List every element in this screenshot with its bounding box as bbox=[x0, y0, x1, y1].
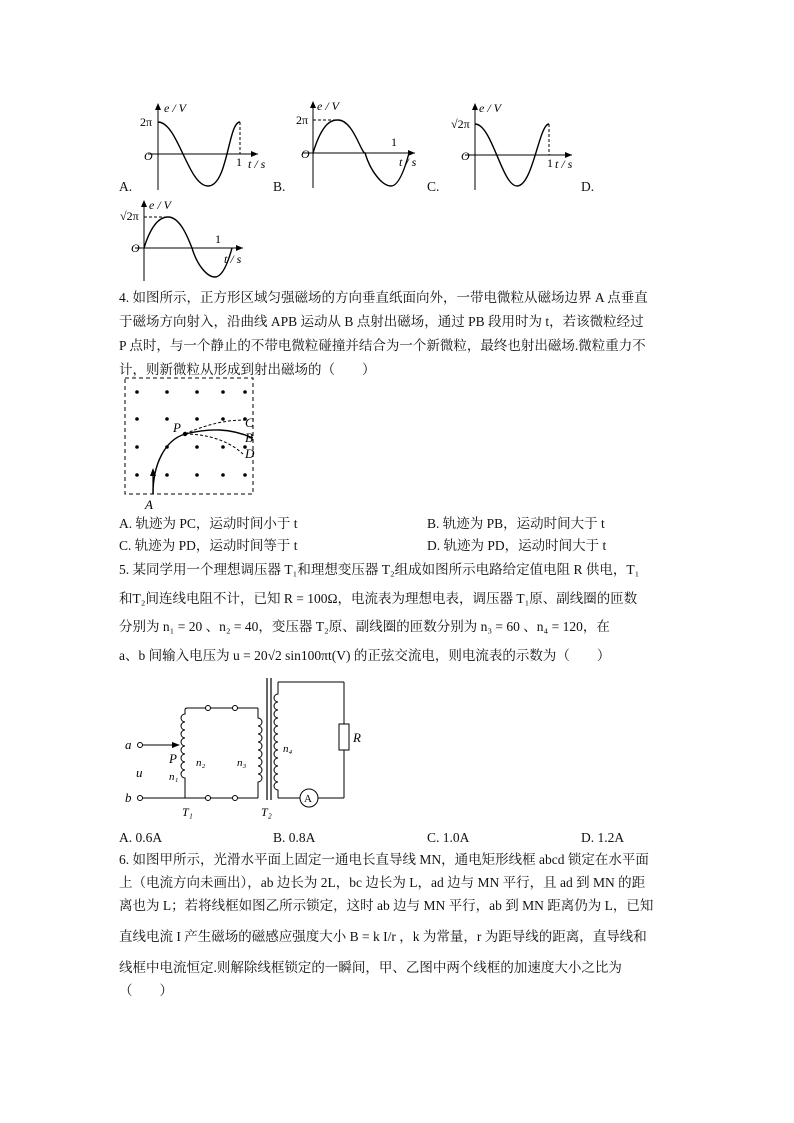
origin-label: O bbox=[461, 149, 470, 163]
q4-line-3: P 点时，与一个静止的不带电微粒碰撞并结合为一个新微粒，最终也射出磁场.微粒重力不 bbox=[119, 338, 646, 353]
q5-option-c: C. 1.0A bbox=[427, 830, 470, 845]
option-c-label: C. bbox=[427, 179, 440, 194]
q5-option-d: D. 1.2A bbox=[581, 830, 625, 845]
tlabel: t / s bbox=[399, 155, 417, 169]
label-u: u bbox=[136, 765, 143, 780]
t-end-label: 1 bbox=[236, 155, 242, 169]
label-C: C bbox=[245, 415, 254, 430]
q4-magnetic-field-figure bbox=[115, 372, 265, 512]
label-T2: T₂ bbox=[261, 805, 272, 819]
q3-graph-c bbox=[447, 100, 597, 198]
option-a-label: A. bbox=[119, 179, 133, 194]
label-n2: n₂ bbox=[196, 757, 206, 769]
label-R: R bbox=[353, 730, 361, 745]
t-end-label: 1 bbox=[391, 135, 397, 149]
tlabel: t / s bbox=[555, 157, 573, 171]
q4-option-d: D. 轨迹为 PD，运动时间大于 t bbox=[427, 538, 607, 553]
q5-line-3: 分别为 n₁ = 20 、n₂ = 40，变压器 T₂原、副线圈的匝数分别为 n₃ = 60 、n₄ = 120，在 bbox=[119, 619, 610, 634]
q3-graph-d bbox=[117, 197, 247, 285]
label-n1: n₁ bbox=[169, 771, 179, 783]
amp-label: 2π bbox=[296, 113, 309, 127]
q5-line-2: 和T₂间连线电阻不计，已知 R = 100Ω，电流表为理想电表，调压器 T₁原、副线圈的匝数 bbox=[119, 591, 638, 606]
option-d-label: D. bbox=[581, 179, 595, 194]
q4-option-a: A. 轨迹为 PC，运动时间小于 t bbox=[119, 516, 298, 531]
label-D: D bbox=[245, 446, 255, 461]
ylabel: e / V bbox=[479, 101, 501, 115]
label-ammeter: A bbox=[304, 793, 312, 805]
tlabel: t / s bbox=[248, 157, 266, 171]
label-P: P bbox=[169, 751, 177, 766]
q6-line-3: 离也为 L；若将线框如图乙所示锁定，这时 ab 边与 MN 平行，ab 到 MN 距离仍为 L，已知 bbox=[119, 898, 654, 913]
q5-line-4: a、b 间输入电压为 u = 20√2 sin100πt(V) 的正弦交流电，则电流表的示数为（ ） bbox=[119, 648, 611, 663]
q5-circuit-figure bbox=[120, 674, 370, 824]
q4-line-4: 计，则新微粒从形成到射出磁场的（ ） bbox=[119, 362, 376, 377]
q6-line-1: 6. 如图甲所示，光滑水平面上固定一通电长直导线 MN，通电矩形线框 abcd 锁定在水平面 bbox=[119, 852, 649, 867]
origin-label: O bbox=[144, 149, 153, 163]
option-b-label: B. bbox=[273, 179, 286, 194]
q5-line-1: 5. 某同学用一个理想调压器 T₁和理想变压器 T₂组成如图所示电路给定值电阻 R 供电，T₁ bbox=[119, 562, 640, 577]
label-T1: T₁ bbox=[182, 805, 193, 819]
ylabel: e / V bbox=[149, 198, 171, 212]
q6-line-6: （ ） bbox=[119, 983, 173, 998]
q6-line-2: 上（电流方向未画出），ab 边长为 2L，bc 边长为 L，ad 边与 MN 平行，且 ad 到 MN 的距 bbox=[119, 875, 646, 890]
ylabel: e / V bbox=[317, 99, 339, 113]
amp-label: √2π bbox=[451, 117, 470, 131]
q6-line-4: 直线电流 I 产生磁场的磁感应强度大小 B = k I/r ，k 为常量，r 为距导线的距离，直导线和 bbox=[119, 929, 647, 944]
t-end-label: 1 bbox=[547, 156, 553, 170]
amp-label: √2π bbox=[120, 209, 139, 223]
label-n3: n₃ bbox=[237, 757, 247, 769]
q6-line-5: 线框中电流恒定.则解除线框锁定的一瞬间，甲、乙图中两个线框的加速度大小之比为 bbox=[119, 960, 622, 975]
label-a: a bbox=[125, 737, 132, 752]
origin-label: O bbox=[301, 147, 310, 161]
ylabel: e / V bbox=[164, 101, 186, 115]
amp-label: 2π bbox=[140, 115, 153, 129]
trajectory-PD bbox=[185, 434, 243, 454]
label-b: b bbox=[125, 790, 132, 805]
t-end-label: 1 bbox=[215, 232, 221, 246]
label-P: P bbox=[173, 420, 181, 435]
trajectory-PB bbox=[185, 430, 253, 438]
q4-line-2: 于磁场方向射入，沿曲线 APB 运动从 B 点射出磁场，通过 PB 段用时为 t，若该微粒经过 bbox=[119, 314, 644, 329]
trajectory-AP bbox=[153, 434, 185, 494]
q5-option-b: B. 0.8A bbox=[273, 830, 316, 845]
tlabel: t / s bbox=[224, 252, 242, 266]
q3-graph-a bbox=[118, 100, 268, 198]
q4-option-b: B. 轨迹为 PB，运动时间大于 t bbox=[427, 516, 605, 531]
resistor-R bbox=[339, 724, 349, 750]
q5-option-a: A. 0.6A bbox=[119, 830, 163, 845]
label-n4: n₄ bbox=[283, 743, 293, 755]
label-A: A bbox=[145, 497, 153, 512]
label-B: B bbox=[245, 430, 253, 445]
q4-line-1: 4. 如图所示，正方形区域匀强磁场的方向垂直纸面向外，一带电微粒从磁场边界 A 点垂直 bbox=[119, 290, 648, 305]
origin-label: O bbox=[131, 241, 140, 255]
sine-curve bbox=[144, 217, 232, 277]
q4-option-c: C. 轨迹为 PD，运动时间等于 t bbox=[119, 538, 298, 553]
q3-graph-b bbox=[283, 98, 433, 196]
